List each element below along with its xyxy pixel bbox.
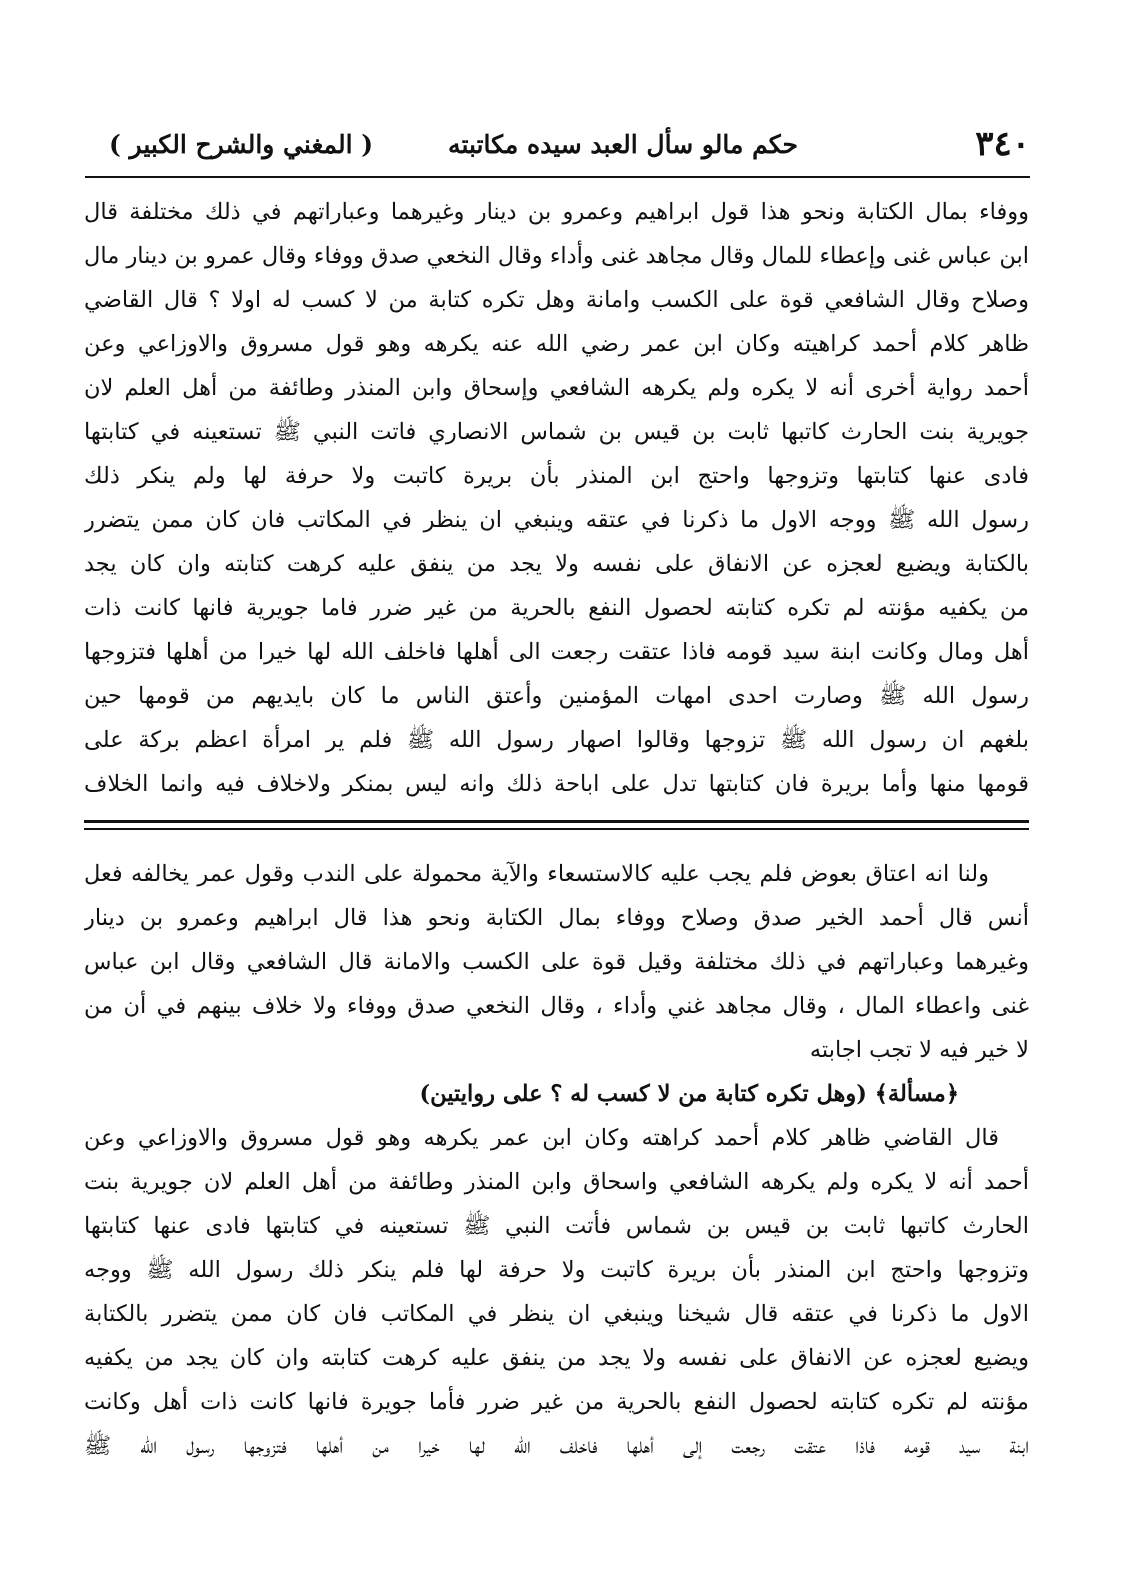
- text-line: قال القاضي ظاهر كلام أحمد كراهته وكان ابن عمر يكرهه وهو قول مسروق والاوزاعي وعن: [84, 1125, 999, 1151]
- page-number: ٣٤٠: [975, 124, 1030, 164]
- book-title: ( المغني والشرح الكبير ): [109, 130, 374, 159]
- text-line: من يكفيه مؤنته لم تكره كتابته لحصول النفع بالحرية من غير ضرر فاما جويرية فانها كانت ذات: [84, 595, 1029, 621]
- section-separator-thin: [84, 828, 1029, 830]
- text-line: أحمد أنه لا يكره ولم يكرهه الشافعي واسحاق وابن المنذر وطائفة من أهل العلم لان جويرية بنت: [84, 1169, 1029, 1195]
- text-line: أهل ومال وكانت ابنة سيد قومه فاذا عتقت رجعت الى أهلها فاخلف الله لها خيرا من أهلها فتزوجها: [84, 639, 1029, 665]
- text-line: مؤنته لم تكره كتابته لحصول النفع بالحرية من غير ضرر فأما جويرة فانها كانت ذات أهل وكانت: [84, 1389, 1029, 1415]
- header-rule: [85, 176, 1030, 178]
- text-line: ابن عباس غنى وإعطاء للمال وقال مجاهد غنى وأداء وقال النخعي صدق ووفاء وقال عمرو بن دينار مال: [84, 243, 1029, 269]
- text-line: أحمد رواية أخرى أنه لا يكره ولم يكرهه الشافعي وإسحاق وابن المنذر وطائفة من أهل العلم لان: [84, 375, 1029, 401]
- text-line: وتزوجها واحتج ابن المنذر بأن بريرة كاتبت ولا حرفة لها فلم ينكر ذلك رسول الله ﷺ ووجه: [84, 1257, 1029, 1283]
- text-line: قومها منها وأما بريرة فان كتابتها تدل على اباحة ذلك وانه ليس بمنكر ولاخلاف فيه وانما الخلاف: [84, 771, 1029, 797]
- text-line: ووفاء بمال الكتابة ونحو هذا قول ابراهيم وعمرو بن دينار وغيرهما وعباراتهم في ذلك مختلفة قال: [84, 199, 1029, 225]
- text-line: رسول الله ﷺ ووجه الاول ما ذكرنا في عتقه وينبغي ان ينظر في المكاتب فان كان ممن يتضرر: [84, 507, 1029, 533]
- text-line: ظاهر كلام أحمد كراهيته وكان ابن عمر رضي الله عنه يكرهه وهو قول مسروق والاوزاعي وعن: [84, 331, 1029, 357]
- main-text: [84, 190, 1029, 806]
- text-line: الاول ما ذكرنا في عتقه قال شيخنا وينبغي ان ينظر في المكاتب فان كان ممن يتضرر بالكتابة: [84, 1301, 1029, 1327]
- section-separator-thick: [84, 820, 1029, 823]
- running-title: حكم مالو سأل العبد سيده مكاتبته: [448, 130, 798, 159]
- text-line: جويرية بنت الحارث كاتبها ثابت بن قيس بن شماس الانصاري فاتت النبي ﷺ تستعينه في كتابتها: [84, 419, 1029, 445]
- text-line: بلغهم ان رسول الله ﷺ تزوجها وقالوا اصهار رسول الله ﷺ فلم ير امرأة اعظم بركة على: [84, 727, 1029, 753]
- page-header: [85, 118, 1030, 174]
- text-line: فادى عنها كتابتها وتزوجها واحتج ابن المنذر بأن بريرة كاتبت ولا حرفة لها ولم ينكر ذلك: [84, 463, 1029, 489]
- text-line: الحارث كاتبها ثابت بن قيس بن شماس فأتت النبي ﷺ تستعينه في كتابتها فادى عنها كتابتها: [84, 1213, 1029, 1239]
- masala-heading: ﴿مسألة﴾ (وهل تكره كتابة من لا كسب له ؟ على روايتين): [419, 1081, 959, 1107]
- text-line: وصلاح وقال الشافعي قوة على الكسب وامانة وهل تكره كتابة من لا كسب له اولا ؟ قال القاضي: [84, 287, 1029, 313]
- text-line: ويضيع لعجزه عن الانفاق على نفسه ولا يجد من ينفق عليه كرهت كتابته وان كان يجد من يكفيه: [84, 1345, 1029, 1371]
- text-line: وغيرهما وعباراتهم في ذلك مختلفة وقيل قوة على الكسب والامانة قال الشافعي وقال ابن عباس: [84, 949, 1029, 975]
- text-line: ولنا انه اعتاق بعوض فلم يجب عليه كالاستسعاء والآية محمولة على الندب وقول عمر يخالفه فعل: [84, 861, 989, 887]
- text-line: بالكتابة ويضيع لعجزه عن الانفاق على نفسه ولا يجد من ينفق عليه كرهت كتابته وان كان يجد: [84, 551, 1029, 577]
- text-line: أنس قال أحمد الخير صدق وصلاح ووفاء بمال الكتابة ونحو هذا قال ابراهيم وعمرو بن دينار: [84, 905, 1029, 931]
- text-line: ابنة سيد قومه فاذا عتقت رجعت إلى أهلها فاخلف الله لها خيرا من أهلها فتزوجها رسول الله ﷺ: [84, 1433, 1029, 1459]
- text-line: غنى واعطاء المال ، وقال مجاهد غني وأداء ، وقال النخعي صدق ووفاء ولا خلاف بينهم في أن من: [84, 993, 1029, 1019]
- commentary-text: [84, 852, 1029, 1468]
- text-line: رسول الله ﷺ وصارت احدى امهات المؤمنين وأعتق الناس ما كان بايديهم من قومها حين: [84, 683, 1029, 709]
- text-line: لا خير فيه لا تجب اجابته: [809, 1037, 1029, 1063]
